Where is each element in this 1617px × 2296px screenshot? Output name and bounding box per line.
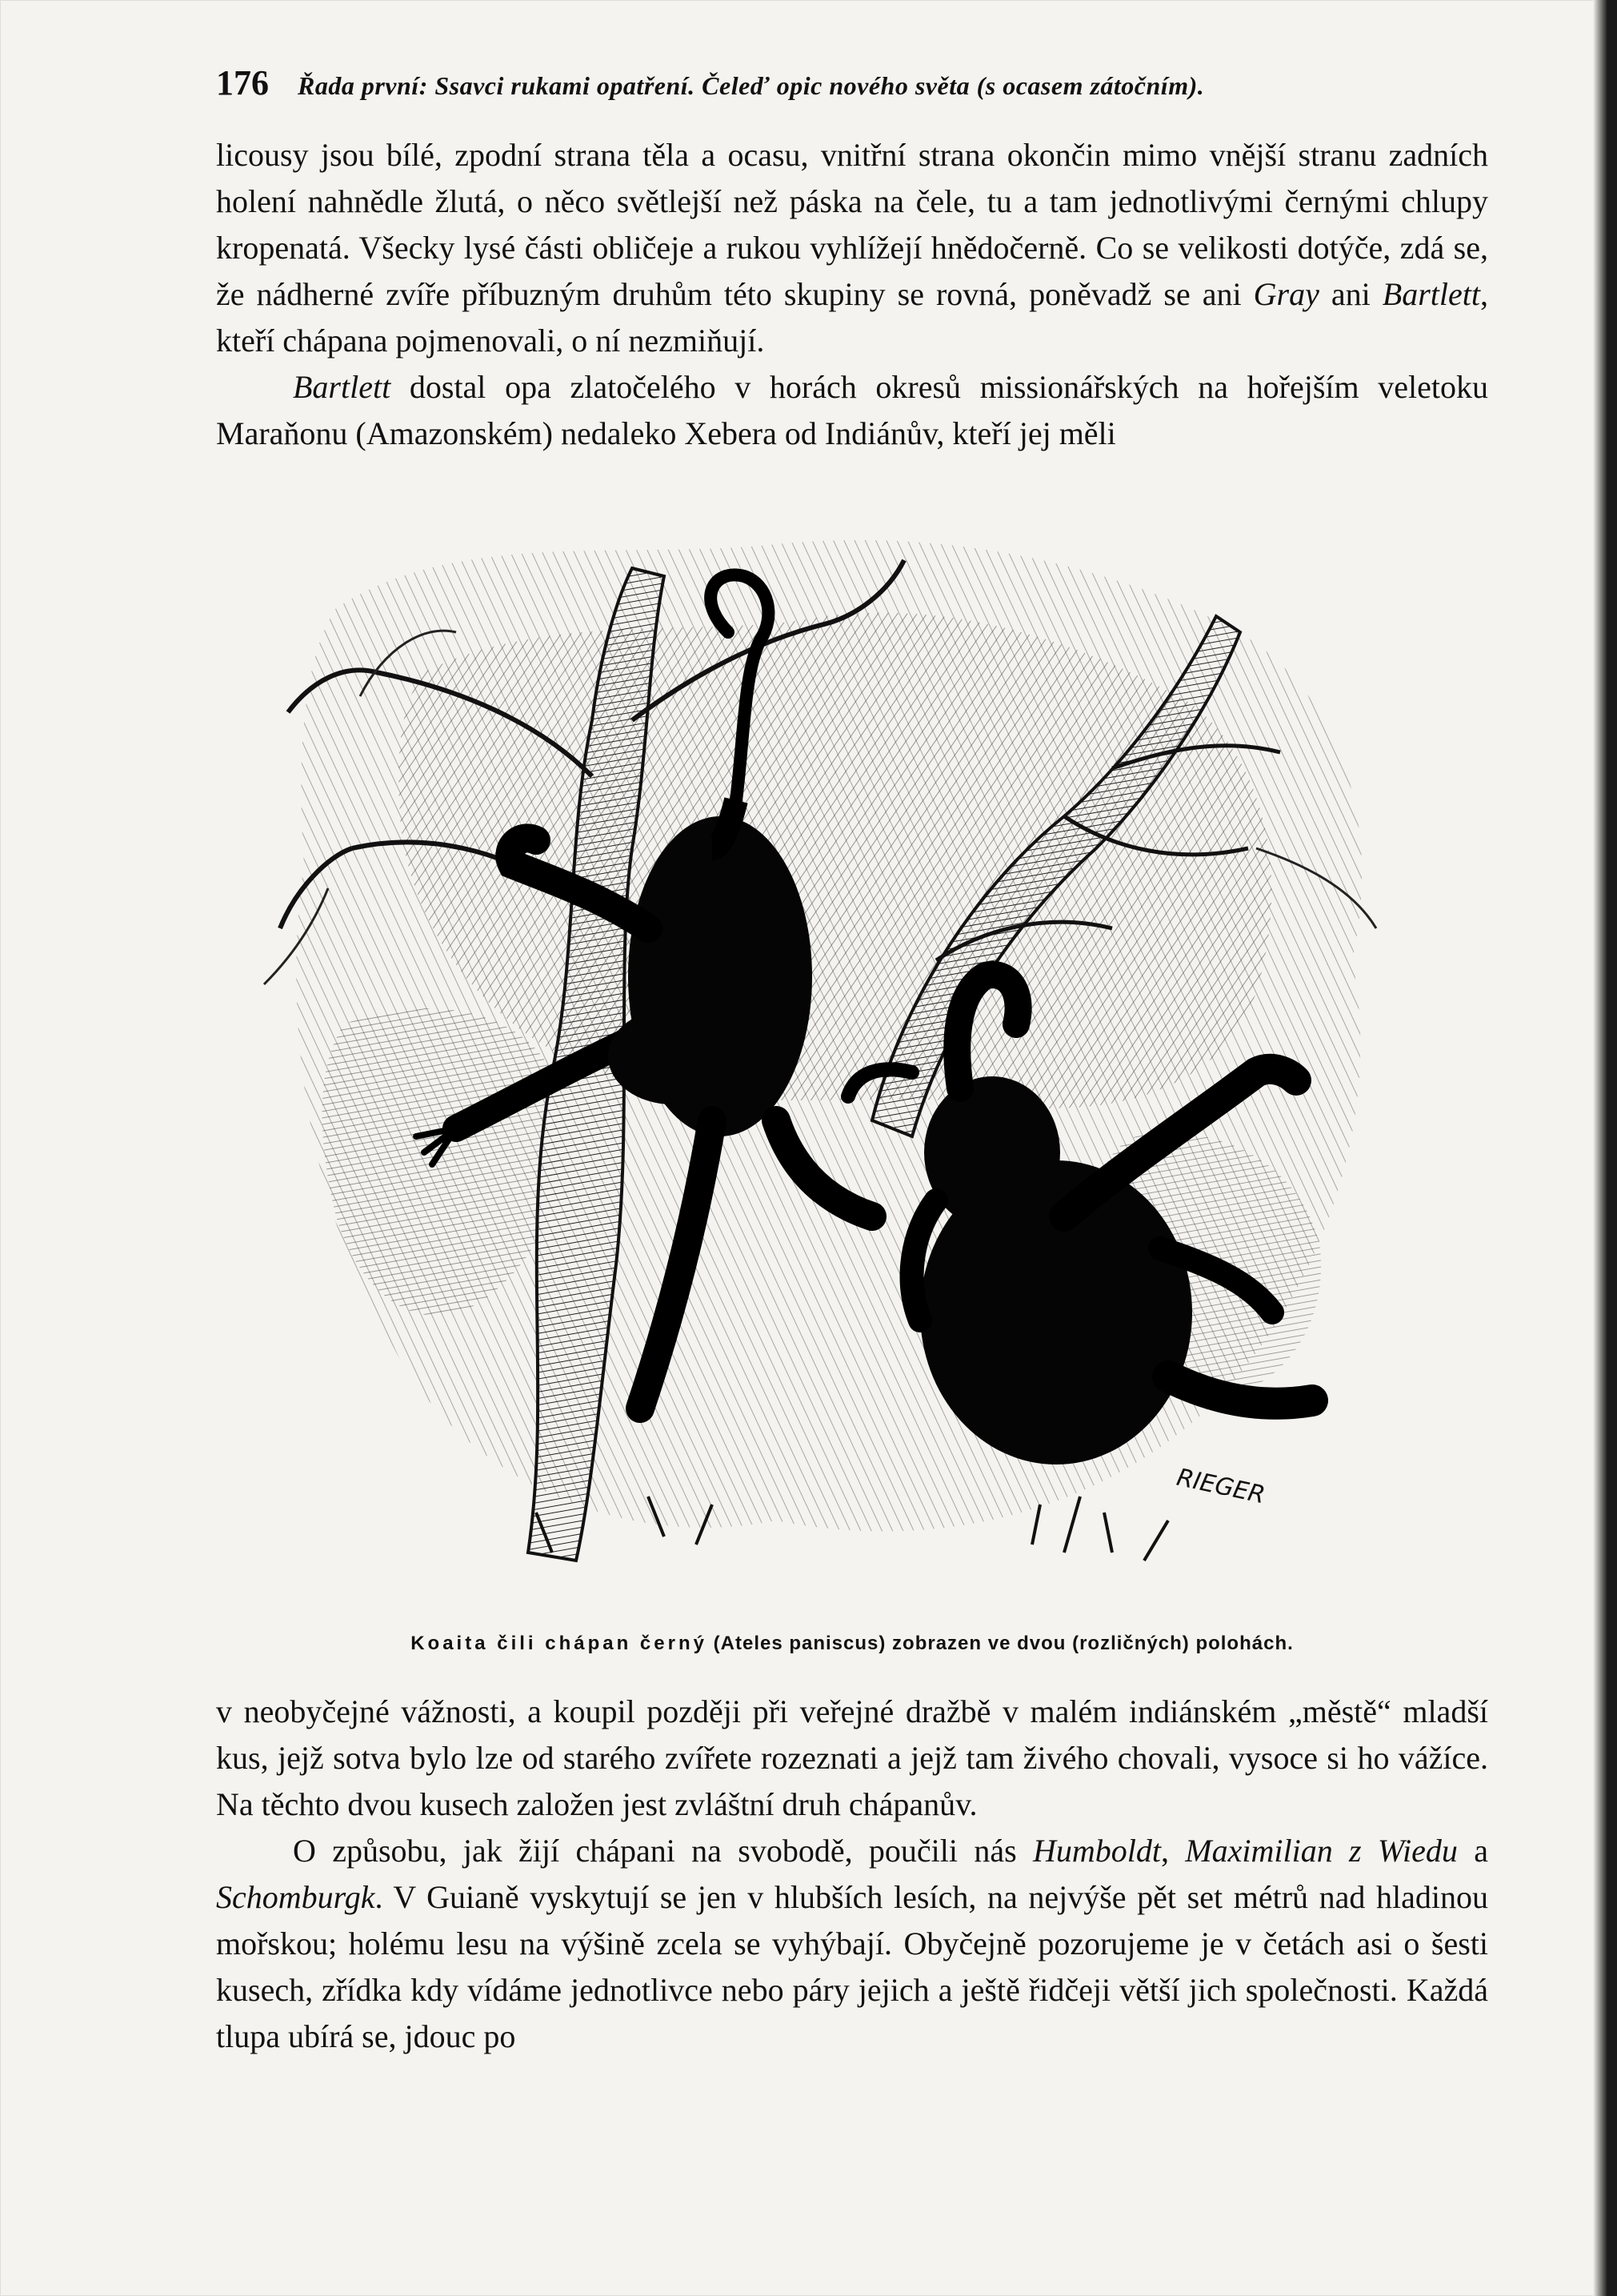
engraving-illustration (216, 512, 1488, 1625)
page-header (216, 62, 1480, 104)
name-schomburgk: Schomburgk (216, 1879, 375, 1915)
page-number: 176 (216, 63, 269, 102)
paragraph-4: O způsobu, jak žijí chápani na svobodě, poučili nás Humboldt, Maximilian z Wiedu a Schomburgk. V Guianě vyskytují se jen v hlubších lesích, na nejvýše pět set métrů nad hladinou mořskou; holému lesu na výšině zcela se vyhýbají. Obyčejně pozorujeme je v četách asi o šesti kusech, zřídka kdy vídáme jednotlivce nebo páry jejich a ještě řidčeji větší jich společnosti. Každá tlupa ubírá se, jdouc po (216, 1833, 1489, 2054)
paragraph-1: licousy jsou bílé, zpodní strana těla a ocasu, vnitřní strana okončin mimo vnější stranu zadních holení nahnědle žlutá, o něco světlejší než páska na čele, tu a tam jednotlivými černými chlupy kropenatá. Všecky lysé části obličeje a rukou vyhlížejí hnědočerně. Co se velikosti dotýče, zdá se, že nádherné zvíře příbuzným druhům této skupiny se rovná, poněvadž se ani Gray ani Bartlett, kteří chápana pojmenovali, o ní nezmiňují. (216, 137, 1488, 359)
name-gray: Gray (1253, 276, 1319, 312)
figure-caption (216, 1633, 1488, 1655)
name-humboldt: Humboldt (1032, 1833, 1161, 1869)
engraving-spider-monkeys (216, 512, 1488, 1625)
paragraph-2: Bartlett dostal opa zlatočelého v horách okresů missionářských na hořejším veletoku Maraňonu (Amazonském) nedaleko Xebera od Indiánův, kteří jej měli (216, 369, 1488, 451)
name-bartlett: Bartlett (1382, 276, 1480, 312)
text-block-top (216, 132, 1488, 457)
caption-title: Koaita čili chápan černý (410, 1633, 707, 1654)
text-block-bottom (216, 1689, 1488, 2060)
running-head: Řada první: Ssavci rukami opatření. Čeleď opic nového světa (s ocasem zátočním). (298, 71, 1205, 100)
paragraph-3: v neobyčejné vážnosti, a koupil později při veřejné dražbě v malém indiánském „městě“ mladší kus, jejž sotva bylo lze od starého zvířete rozeznati a jejž tam živého chovali, vysoce si ho vážíce. Na těchto dvou kusech založen jest zvláštní druh chápanův. (216, 1693, 1488, 1822)
name-maximilian: Maximilian z Wiedu (1185, 1833, 1458, 1869)
artist-signature: RIEGER (1174, 1463, 1268, 1510)
page-edge-shadow (1593, 0, 1617, 2296)
name-bartlett-2: Bartlett (293, 369, 391, 405)
caption-text: (Ateles paniscus) zobrazen ve dvou (rozličných) polohách. (706, 1633, 1294, 1654)
